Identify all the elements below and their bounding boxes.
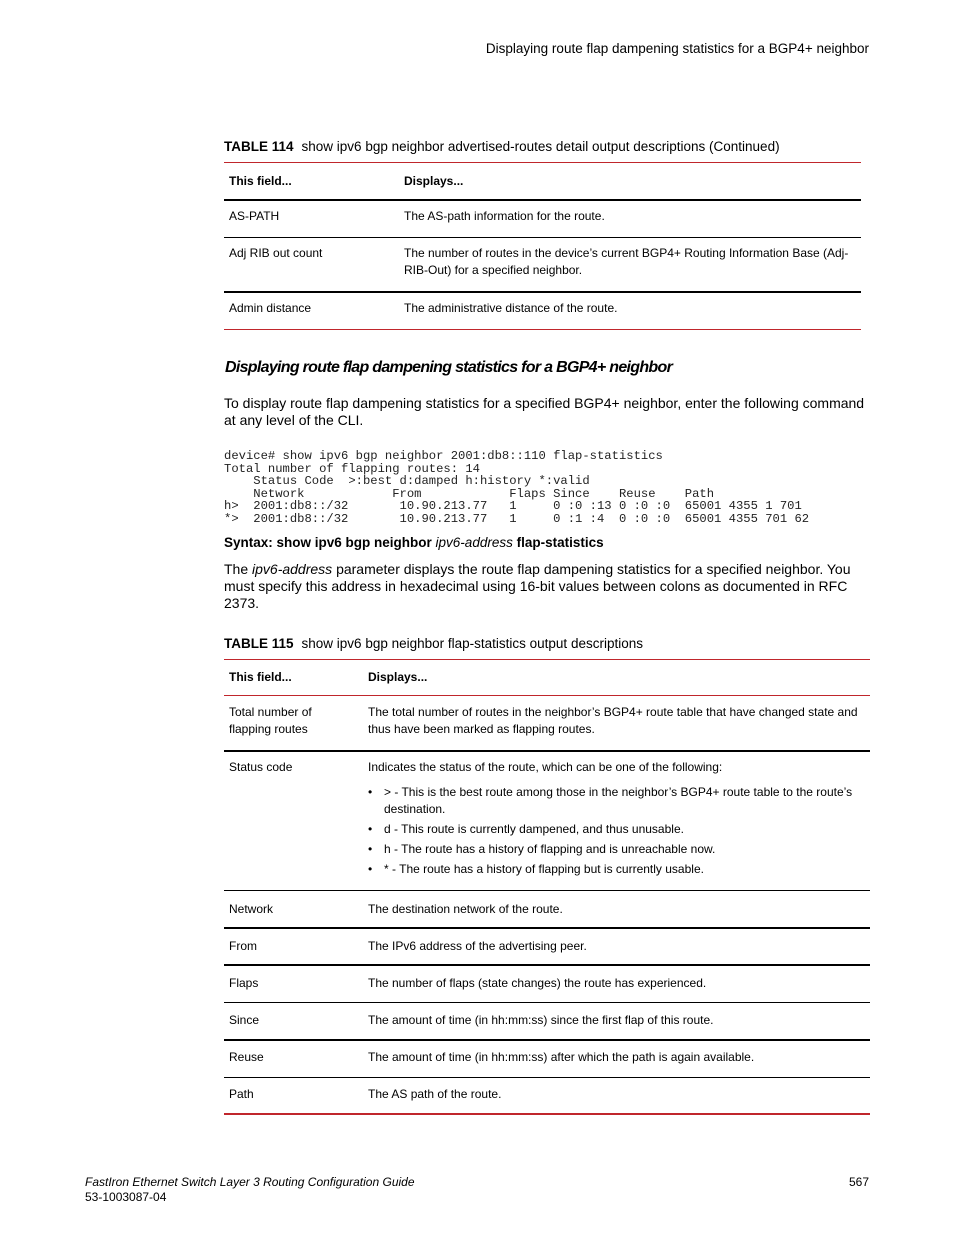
table-114-title: show ipv6 bgp neighbor advertised-routes detail output descriptions (Continued) — [301, 139, 780, 154]
status-list — [368, 784, 864, 878]
desc-cell: The administrative distance of the route. — [404, 301, 618, 315]
table-rule — [224, 1002, 870, 1003]
field-cell: Reuse — [229, 1050, 264, 1064]
list-item: • > - This is the best route among those in the neighbor’s BGP4+ route table to the route’s destination. — [368, 784, 864, 818]
footer-guide — [85, 1175, 415, 1205]
table-rule — [224, 1077, 870, 1078]
status-intro: Indicates the status of the route, which can be one of the following: — [368, 760, 723, 774]
table-rule — [224, 750, 870, 752]
table-row — [223, 929, 870, 966]
table-114-caption — [224, 139, 780, 154]
table-115-title: show ipv6 bgp neighbor flap-statistics output descriptions — [301, 636, 643, 651]
table-rule — [224, 237, 861, 238]
table-rule — [224, 291, 861, 293]
table-header-row — [223, 163, 861, 199]
desc-cell: The amount of time (in hh:mm:ss) since the first flap of this route. — [368, 1013, 714, 1027]
header-displays: Displays... — [368, 669, 428, 684]
table-115-caption — [224, 636, 643, 651]
table-rule — [224, 964, 870, 966]
param-paragraph — [224, 561, 864, 612]
field-cell: Admin distance — [229, 301, 312, 315]
syntax-keyword: flap-statistics — [516, 535, 604, 550]
code-line: device# show ipv6 bgp neighbor 2001:db8::110 flap-statistics — [224, 449, 663, 463]
field-cell: Total number of flapping routes — [229, 705, 312, 736]
table-rule — [224, 927, 870, 929]
desc-cell: The IPv6 address of the advertising peer. — [368, 939, 587, 953]
code-line: Total number of flapping routes: 14 — [224, 461, 480, 476]
table-row — [223, 1040, 870, 1077]
table-115-label: TABLE 115 — [224, 636, 294, 651]
desc-cell: The AS path of the route. — [368, 1087, 502, 1101]
desc-cell: The AS-path information for the route. — [404, 209, 605, 223]
field-cell: Flaps — [229, 976, 259, 990]
desc-cell — [362, 750, 870, 892]
table-row — [223, 1003, 870, 1040]
table-row — [223, 695, 870, 750]
table-row — [223, 892, 870, 929]
para-param: ipv6-address — [252, 561, 333, 577]
section-title: Displaying route flap dampening statistics for a BGP4+ neighbor — [225, 359, 673, 376]
table-rule — [224, 890, 870, 891]
table-row — [223, 750, 870, 892]
syntax-command: Syntax: show ipv6 bgp neighbor — [224, 535, 432, 550]
code-line: Network From Flaps Since Reuse Path — [224, 486, 715, 501]
table-row — [223, 236, 861, 291]
code-line: h> 2001:db8::/32 10.90.213.77 1 0 :0 :13 0 :0 :0 65001 4355 1 701 — [224, 499, 802, 513]
desc-cell: The destination network of the route. — [368, 902, 563, 916]
table-row — [223, 199, 861, 236]
intro-paragraph: To display route flap dampening statistics for a specified BGP4+ neighbor, enter the following command at any level of the CLI. — [224, 395, 865, 428]
table-rule — [224, 199, 861, 201]
page-number: 567 — [848, 1175, 869, 1189]
field-cell: Path — [229, 1087, 254, 1101]
list-item: • d - This route is currently dampened, and thus unusable. — [368, 821, 864, 838]
desc-cell: The amount of time (in hh:mm:ss) after which the path is again available. — [368, 1050, 755, 1064]
table-row — [223, 1077, 870, 1114]
table-row — [223, 966, 870, 1003]
doc-number: 53-1003087-04 — [85, 1190, 167, 1204]
guide-title: FastIron Ethernet Switch Layer 3 Routing Configuration Guide — [85, 1175, 415, 1189]
table-row — [223, 291, 861, 328]
list-item: • * - The route has a history of flapping but is currently usable. — [368, 861, 864, 878]
syntax-param: ipv6-address — [435, 535, 513, 550]
para-prefix: The — [224, 561, 249, 577]
table-rule — [224, 695, 870, 696]
header-field: This field... — [229, 669, 292, 684]
table-114-bottom-rule — [224, 329, 861, 330]
table-115-bottom-rule — [224, 1113, 870, 1115]
header-field: This field... — [229, 173, 292, 188]
field-cell: Status code — [229, 760, 293, 774]
table-115 — [223, 659, 870, 1114]
code-line: *> 2001:db8::/32 10.90.213.77 1 0 :1 :4 0 :0 :0 65001 4355 701 62 — [224, 511, 810, 526]
desc-cell: The number of routes in the device’s current BGP4+ Routing Information Base (Adj-RIB-Out) for a specified neighbor. — [404, 246, 849, 277]
desc-cell: The total number of routes in the neighbor’s BGP4+ route table that have changed state and thus have been marked as flapping routes. — [368, 705, 858, 736]
cli-output — [224, 450, 809, 525]
field-cell: Since — [229, 1013, 260, 1027]
field-cell: Adj RIB out count — [229, 246, 323, 260]
field-cell: From — [229, 939, 257, 953]
table-114 — [223, 163, 861, 328]
syntax-line — [224, 535, 604, 550]
desc-cell: The number of flaps (state changes) the route has experienced. — [368, 976, 707, 990]
running-header: Displaying route flap dampening statistics for a BGP4+ neighbor — [485, 41, 869, 56]
code-line: Status Code >:best d:damped h:history *:valid — [224, 474, 590, 488]
field-cell: Network — [229, 902, 274, 916]
para-rest: parameter displays the route flap dampening statistics for a specified neighbor. You must specify this address in hexadecimal using 16-bit values between colons as documented in RFC 2373. — [224, 561, 851, 611]
header-displays: Displays... — [404, 173, 464, 188]
field-cell: AS-PATH — [229, 209, 280, 223]
table-114-label: TABLE 114 — [224, 139, 294, 154]
list-item: • h - The route has a history of flapping and is unreachable now. — [368, 841, 864, 858]
table-rule — [224, 1039, 870, 1041]
table-header-row — [223, 659, 870, 695]
